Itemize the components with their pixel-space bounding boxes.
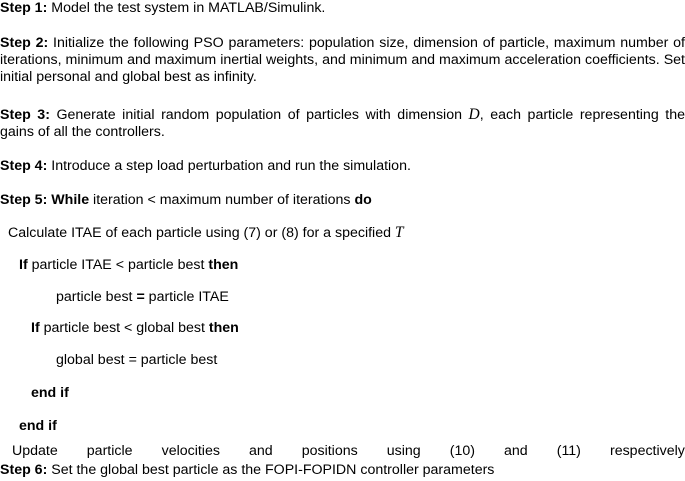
- update-word: using: [386, 443, 421, 459]
- calc-itae-text: Calculate ITAE of each particle using (7) or (8) for a specified: [8, 225, 395, 241]
- step-4-text: Introduce a step load perturbation and run the simulation.: [47, 158, 411, 174]
- update-word: and: [504, 443, 528, 459]
- update-word: and: [249, 443, 273, 459]
- end-if-outer: end if: [19, 418, 57, 434]
- if-global-line: [31, 320, 239, 337]
- step-3-text-before: Generate initial random population of particles with dimension: [49, 107, 469, 123]
- while-keyword: While: [51, 192, 90, 208]
- step-1: [0, 0, 325, 17]
- step-2-label: Step 2:: [0, 35, 49, 51]
- update-word: (10): [449, 443, 475, 459]
- while-condition: iteration < maximum number of iterations: [89, 192, 355, 208]
- assign-global-best-line: [56, 352, 217, 369]
- step-4: [0, 158, 411, 175]
- step-2-text: Initialize the following PSO parameters: population size, dimension of particle, maximum number of iterations, minimum and maximum inertial weights, and minimum and maximum acceleration coefficients. Set initial personal and global best as infinity.: [0, 35, 685, 85]
- step-5-label: Step 5:: [0, 192, 48, 208]
- update-line: [12, 443, 685, 460]
- end-if-inner: end if: [31, 385, 69, 401]
- assign-particle-best-line: [56, 289, 229, 306]
- update-word: respectively: [609, 443, 685, 459]
- update-word: (11): [556, 443, 581, 459]
- step-3-label: Step 3:: [0, 107, 50, 123]
- calc-itae-line: [8, 224, 404, 242]
- assign-1-eq: =: [136, 289, 145, 305]
- step-6-text: Set the global best particle as the FOPI-FOPIDN controller parameters: [47, 462, 495, 478]
- step-2: [0, 35, 685, 86]
- update-word: velocities: [161, 443, 220, 459]
- step-3-text-after: , each particle representing the gains of all the controllers.: [0, 107, 685, 140]
- do-keyword: do: [354, 192, 372, 208]
- update-word: Update: [12, 443, 58, 459]
- step-1-label: Step 1:: [0, 0, 48, 16]
- if-particle-line: [19, 257, 238, 274]
- if-condition-1: particle ITAE < particle best: [27, 257, 209, 273]
- assign-1-lhs: particle best: [56, 289, 137, 305]
- then-keyword-2: then: [208, 320, 239, 336]
- update-word: particle: [86, 443, 133, 459]
- assign-2-text: global best = particle best: [56, 352, 218, 368]
- if-keyword-2: If: [31, 320, 40, 336]
- calc-itae-var: T: [394, 224, 404, 241]
- update-word: positions: [301, 443, 358, 459]
- then-keyword-1: then: [208, 257, 239, 273]
- step-4-label: Step 4:: [0, 158, 48, 174]
- step-6-label: Step 6:: [0, 462, 48, 478]
- step-1-text: Model the test system in MATLAB/Simulink.: [47, 0, 326, 16]
- step-5: [0, 192, 372, 209]
- step-3-var: D: [468, 106, 480, 123]
- step-3: [0, 106, 685, 141]
- assign-1-rhs: particle ITAE: [144, 289, 229, 305]
- if-condition-2: particle best < global best: [39, 320, 209, 336]
- step-6: [0, 462, 494, 479]
- if-keyword-1: If: [19, 257, 28, 273]
